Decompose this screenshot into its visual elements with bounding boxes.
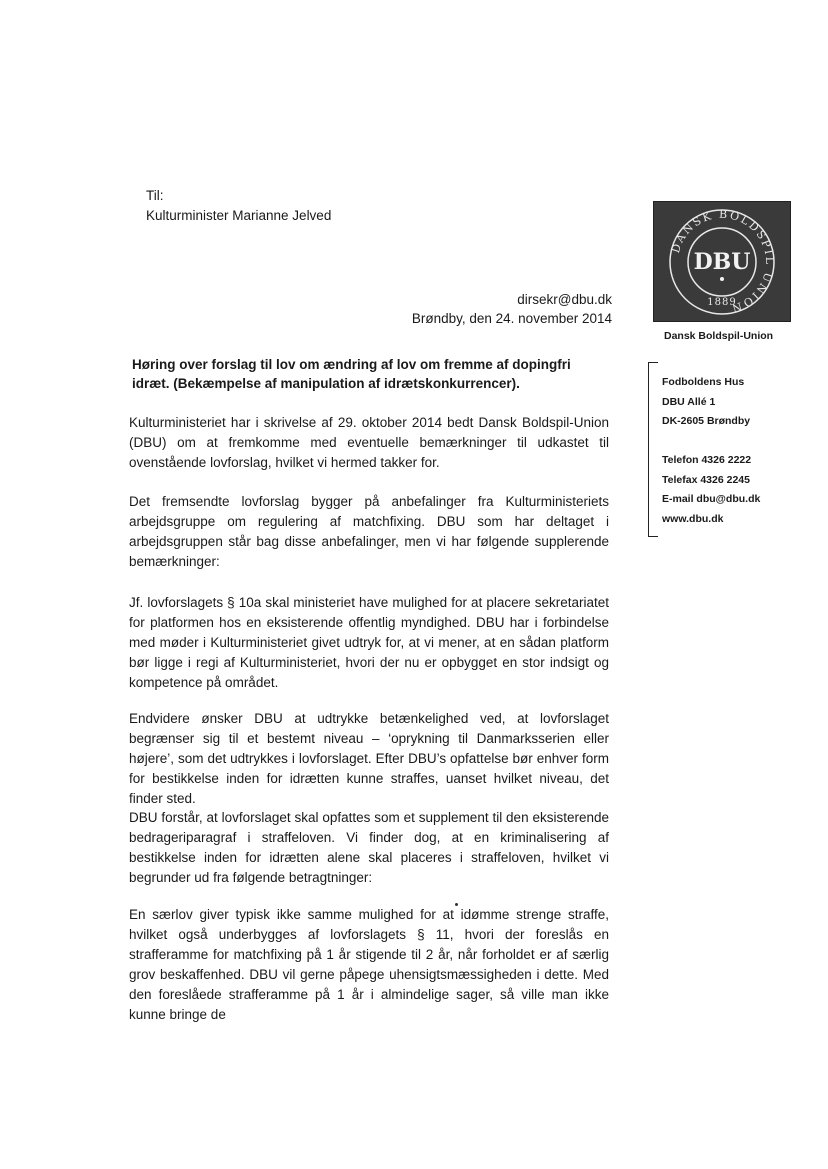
org-email: E-mail dbu@dbu.dk xyxy=(662,493,761,505)
letter-subject: Høring over forslag til lov om ændring af lov om fremme af dopingfri idræt. (Bekæmpelse af manipulation af idrætskonkurrencer). xyxy=(132,357,571,391)
recipient-name: Kulturminister Marianne Jelved xyxy=(146,208,332,223)
org-fax: Telefax 4326 2245 xyxy=(662,473,750,486)
sidebar-divider-bottom xyxy=(648,536,658,537)
paragraph: DBU forstår, at lovforslaget skal opfattes som et supplement til den eksisterende bedrageriparagraf i straffeloven. Vi finder dog, at en kriminalisering af bestikkelse inden for idrætten alene skal placeres i straffeloven, hvilket vi begrunder ud fra følgende betragtninger: xyxy=(129,810,609,885)
paragraph: Jf. lovforslagets § 10a skal ministeriet have mulighed for at placere sekretariatet for platformen hos en eksisterende offentlig myndighed. DBU har i forbindelse med møder i Kulturministeriet givet udtryk for, at vi mener, at en sådan platform bør ligge i regi af Kulturministeriet, hvori der nu er opbygget en stor indsigt og kompetence på området. xyxy=(129,595,609,690)
place-date: Brøndby, den 24. november 2014 xyxy=(411,311,612,326)
recipient-label: Til: xyxy=(146,188,164,203)
organization-name: Dansk Boldspil-Union xyxy=(664,330,774,342)
dbu-logo xyxy=(653,201,791,322)
org-web: www.dbu.dk xyxy=(662,512,724,525)
recipient-block xyxy=(146,186,331,226)
paragraph: Det fremsendte lovforslag bygger på anbefalinger fra Kulturministeriets arbejdsgruppe om regulering af matchfixing. DBU som har deltaget i arbejdsgruppen står bag disse anbefalinger, men vi har følgende supplerende bemærkninger: xyxy=(129,494,609,569)
org-city: DK-2605 Brøndby xyxy=(662,415,751,427)
org-building: Fodboldens Hus xyxy=(662,376,745,388)
logo-monogram: DBU xyxy=(693,248,751,275)
dbu-seal-icon xyxy=(663,207,781,317)
logo-ring-text: DANSK BOLDSPIL UNION xyxy=(668,207,777,315)
organization-contact xyxy=(662,373,760,529)
sender-email: dirsekr@dbu.dk xyxy=(517,292,612,307)
paragraph: Kulturministeriet har i skrivelse af 29. oktober 2014 bedt Dansk Boldspil-Union (DBU) om at fremkomme med eventuelle bemærkninger til udkastet til ovenstående lovforslag, hvilket vi hermed takker for. xyxy=(129,415,609,470)
org-street: DBU Allé 1 xyxy=(662,395,716,408)
stray-mark xyxy=(455,903,458,906)
paragraph: En særlov giver typisk ikke samme mulighed for at idømme strenge straffe, hvilket også underbygges af lovforslagets § 11, hvori der foreslås en strafferamme for matchfixing på 1 år stigende til 2 år, når forholdet er af særlig grov beskaffenhed. DBU vil gerne påpege uhensigtsmæssigheden i dette. Med den foreslåede strafferamme på 1 år i almindelige sager, så ville man ikke kunne bringe de xyxy=(129,907,609,1022)
org-phone: Telefon 4326 2222 xyxy=(662,454,752,466)
sender-meta xyxy=(412,290,612,328)
paragraph: Endvidere ønsker DBU at udtrykke betænkelighed ved, at lovforslaget begrænser sig til et bestemt niveau – ‘oprykning til Danmarksserien eller højere’, som det udtrykkes i lovforslaget. Efter DBU’s opfattelse bør enhver form for bestikkelse inden for idrætten kunne straffes, uanset hvilket niveau, det finder sted. xyxy=(129,711,609,806)
logo-year: 1889 xyxy=(707,296,737,308)
sidebar-divider xyxy=(648,362,649,537)
sidebar-divider-top xyxy=(648,362,658,363)
contact-spacer xyxy=(662,432,760,452)
